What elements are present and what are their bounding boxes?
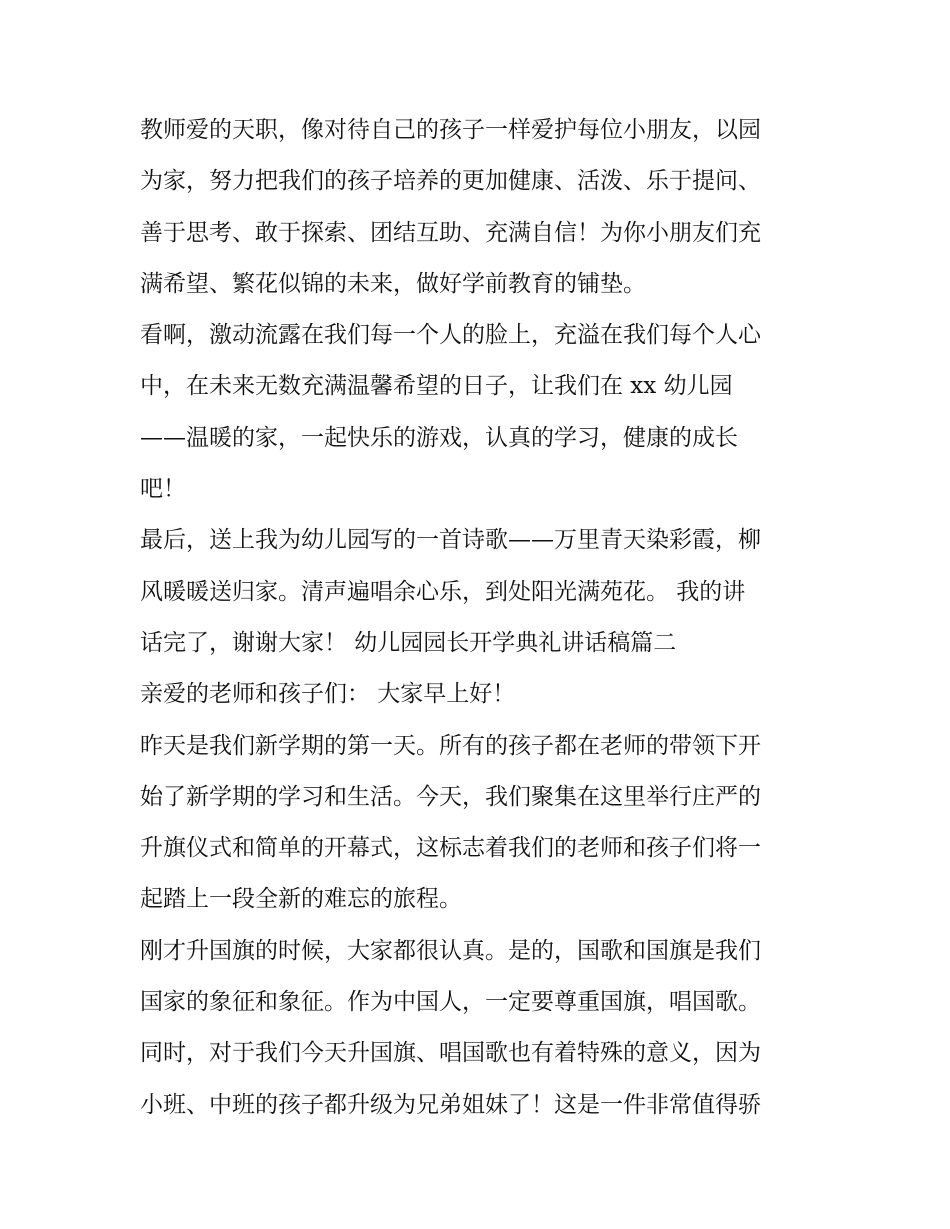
text-line: ——温暖的家，一起快乐的游戏，认真的学习，健康的成长 [140,424,738,451]
text-line: 刚才升国旗的时候，大家都很认真。是的，国歌和国旗是我们 [140,937,761,964]
text-line: 始了新学期的学习和生活。今天，我们聚集在这里举行庄严的 [140,783,761,810]
text-line: 最后，送上我为幼儿园写的一首诗歌——万里青天染彩霞，柳 [140,527,761,554]
text-line: 亲爱的老师和孩子们： 大家早上好！ [140,681,516,708]
text-line: 话完了，谢谢大家！ 幼儿园园长开学典礼讲话稿篇二 [140,629,677,656]
text-line: 同时，对于我们今天升国旗、唱国歌也有着特殊的意义，因为 [140,1040,761,1067]
text-line: 风暖暖送归家。清声遍唱余心乐，到处阳光满苑花。 我的讲 [140,578,746,605]
body-text [140,105,820,1131]
text-line: 看啊，激动流露在我们每一个人的脸上，充溢在我们每个人心 [140,322,761,349]
text-line: 国家的象征和象征。作为中国人，一定要尊重国旗，唱国歌。 [140,989,761,1016]
text-line: 小班、中班的孩子都升级为兄弟姐妹了！这是一件非常值得骄 [140,1091,761,1118]
text-line: 吧！ [140,476,186,503]
text-line: 为家，努力把我们的孩子培养的更加健康、活泼、乐于提问、 [140,168,761,195]
text-line: 教师爱的天职，像对待自己的孩子一样爱护每位小朋友，以园 [140,117,761,143]
text-line: 善于思考、敢于探索、团结互助、充满自信！为你小朋友们充 [140,219,761,246]
text-line: 升旗仪式和简单的开幕式，这标志着我们的老师和孩子们将一 [140,835,761,862]
text-line: 起踏上一段全新的难忘的旅程。 [140,886,462,913]
text-line: 满希望、繁花似锦的未来，做好学前教育的铺垫。 [140,270,646,297]
text-line: 中，在未来无数充满温馨希望的日子，让我们在 xx 幼儿园 [140,373,733,400]
text-line: 昨天是我们新学期的第一天。所有的孩子都在老师的带领下开 [140,732,761,759]
